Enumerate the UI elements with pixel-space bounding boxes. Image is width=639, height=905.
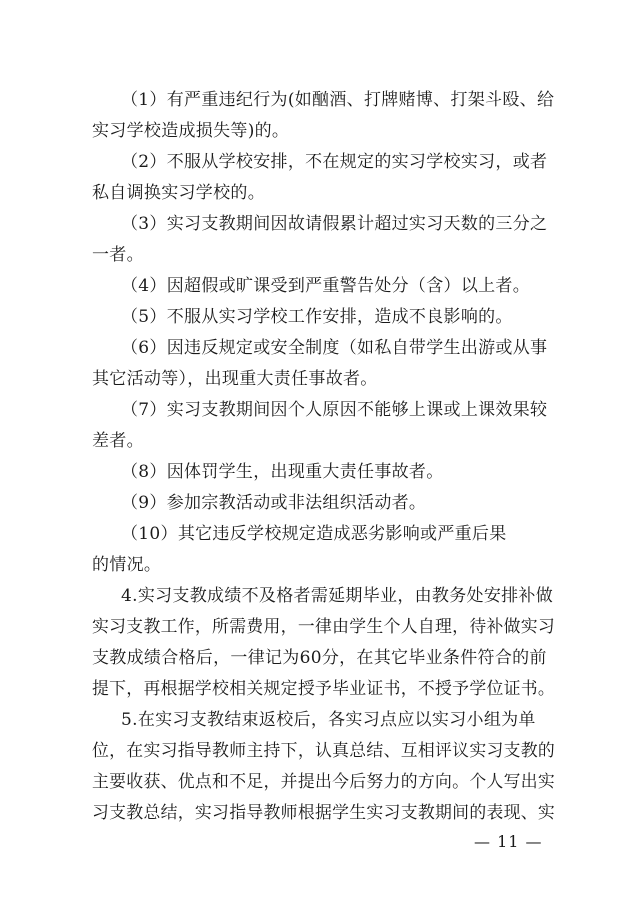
text-line-6: 一者。 [92, 245, 144, 265]
text-line-19: 支教成绩合格后，一律记为60分，在其它毕业条件符合的前 [92, 648, 547, 668]
text-line-16: 的情况。 [92, 555, 162, 575]
text-line-14: （9）参加宗教活动或非法组织活动者。 [121, 493, 427, 513]
text-line-21: 5.在实习支教结束返校后，各实习点应以实习小组为单 [121, 710, 536, 730]
text-line-1: （1）有严重违纪行为(如酗酒、打牌赌博、打架斗殴、给 [121, 90, 555, 110]
text-line-23: 主要收获、优点和不足，并提出今后努力的方向。个人写出实 [92, 772, 556, 792]
text-line-4: 私自调换实习学校的。 [92, 183, 265, 203]
text-line-22: 位，在实习指导教师主持下，认真总结、互相评议实习支教的 [92, 741, 556, 761]
text-line-8: （5）不服从实习学校工作安排，造成不良影响的。 [121, 307, 513, 327]
text-line-11: （7）实习支教期间因个人原因不能够上课或上课效果较 [121, 400, 548, 420]
text-line-10: 其它活动等），出现重大责任事故者。 [92, 369, 378, 389]
text-line-20: 提下，再根据学校相关规定授予毕业证书，不授予学位证书。 [92, 679, 556, 699]
text-line-24: 习支教总结，实习指导教师根据学生实习支教期间的表现、实 [92, 803, 556, 823]
page-number: — 11 — [474, 832, 543, 851]
text-line-7: （4）因超假或旷课受到严重警告处分（含）以上者。 [121, 276, 531, 296]
text-line-12: 差者。 [92, 431, 144, 451]
text-line-3: （2）不服从学校安排，不在规定的实习学校实习，或者 [121, 152, 548, 172]
text-line-9: （6）因违反规定或安全制度（如私自带学生出游或从事 [121, 338, 548, 358]
text-line-15: （10）其它违反学校规定造成恶劣影响或严重后果 [121, 524, 507, 544]
text-line-5: （3）实习支教期间因故请假累计超过实习天数的三分之 [121, 214, 548, 234]
text-line-2: 实习学校造成损失等)的。 [92, 121, 290, 141]
text-line-17: 4.实习支教成绩不及格者需延期毕业，由教务处安排补做 [121, 586, 554, 606]
text-line-13: （8）因体罚学生，出现重大责任事故者。 [121, 462, 444, 482]
text-line-18: 实习支教工作，所需费用，一律由学生个人自理，待补做实习 [92, 617, 556, 637]
